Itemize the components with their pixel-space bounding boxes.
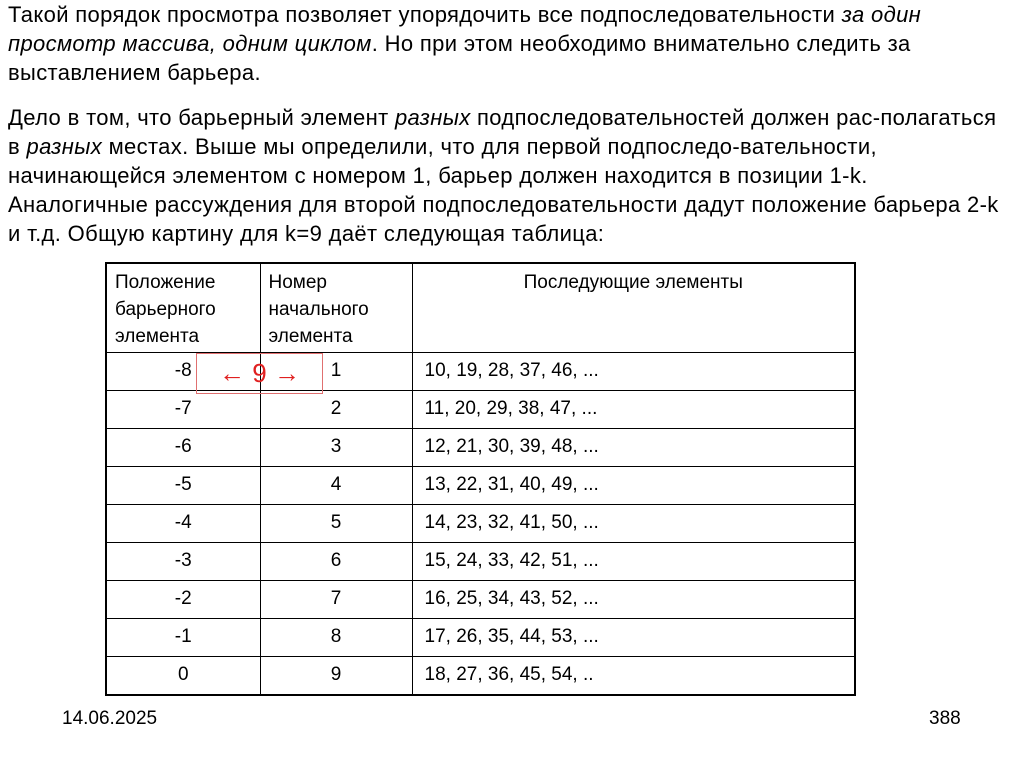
- next-elements-cell: 12, 21, 30, 39, 48, ...: [412, 428, 855, 466]
- start-element-cell: 8: [260, 618, 412, 656]
- paragraph-explanation-italic-1: разных: [394, 105, 471, 130]
- table-row: [106, 618, 855, 656]
- header-barrier-position: Положение барьерного элемента: [106, 263, 260, 352]
- table-row: [106, 542, 855, 580]
- start-element-cell: 9: [260, 656, 412, 695]
- table-body: [106, 352, 855, 695]
- table-row: [106, 352, 855, 390]
- table-header-row: [106, 263, 855, 352]
- next-elements-cell: 18, 27, 36, 45, 54, ..: [412, 656, 855, 695]
- barrier-table: [105, 262, 856, 696]
- page-number: 388: [929, 708, 961, 729]
- paragraph-intro-text-1: Такой порядок просмотра позволяет упорядочить все подпоследовательности: [8, 2, 842, 27]
- start-element-cell: 3: [260, 428, 412, 466]
- next-elements-cell: 13, 22, 31, 40, 49, ...: [412, 466, 855, 504]
- barrier-position-cell: -2: [106, 580, 260, 618]
- start-element-cell: 4: [260, 466, 412, 504]
- table-row: [106, 390, 855, 428]
- paragraph-intro: [8, 0, 1008, 87]
- header-next-elements: Последующие элементы: [412, 263, 855, 352]
- period-annotation: ← 9 →: [196, 353, 323, 394]
- table-row: [106, 466, 855, 504]
- paragraph-explanation-text-2: подпоследовательностей должен рас-полагаться в: [8, 105, 997, 159]
- header-start-element: Номер начального элемента: [260, 263, 412, 352]
- paragraph-explanation: [8, 103, 1008, 248]
- barrier-position-cell: -1: [106, 618, 260, 656]
- table-row: [106, 428, 855, 466]
- barrier-position-cell: -5: [106, 466, 260, 504]
- next-elements-cell: 11, 20, 29, 38, 47, ...: [412, 390, 855, 428]
- barrier-position-cell: 0: [106, 656, 260, 695]
- table-row: [106, 504, 855, 542]
- next-elements-cell: 10, 19, 28, 37, 46, ...: [412, 352, 855, 390]
- paragraph-explanation-text-1: Дело в том, что барьерный элемент: [8, 105, 395, 130]
- table-row: [106, 656, 855, 695]
- start-element-cell: 5: [260, 504, 412, 542]
- next-elements-cell: 17, 26, 35, 44, 53, ...: [412, 618, 855, 656]
- barrier-position-cell: -7: [106, 390, 260, 428]
- barrier-position-cell: -4: [106, 504, 260, 542]
- table-row: [106, 580, 855, 618]
- paragraph-intro-text-2: . Но при этом необходимо внимательно следить за выставлением барьера.: [8, 31, 911, 85]
- next-elements-cell: 15, 24, 33, 42, 51, ...: [412, 542, 855, 580]
- barrier-position-cell: -3: [106, 542, 260, 580]
- paragraph-explanation-italic-2: разных: [26, 134, 103, 159]
- barrier-position-cell: -6: [106, 428, 260, 466]
- footer-date: 14.06.2025: [62, 708, 158, 729]
- start-element-cell: 2: [260, 390, 412, 428]
- start-element-cell: 6: [260, 542, 412, 580]
- next-elements-cell: 14, 23, 32, 41, 50, ...: [412, 504, 855, 542]
- paragraph-intro-italic: за один просмотр массива, одним циклом: [8, 2, 922, 56]
- paragraph-explanation-text-3: местах. Выше мы определили, что для первой подпоследо-вательности, начинающейся элементом с номером 1, барьер должен находится в позиции 1-k. Аналогичные рассуждения для второй подпоследовательности дадут положение барьера 2-k и т.д. Общую картину для k=9 даёт следующая таблица:: [8, 134, 999, 246]
- start-element-cell: 7: [260, 580, 412, 618]
- start-element-cell: 1: [260, 352, 412, 390]
- barrier-position-cell: -8: [106, 352, 260, 390]
- next-elements-cell: 16, 25, 34, 43, 52, ...: [412, 580, 855, 618]
